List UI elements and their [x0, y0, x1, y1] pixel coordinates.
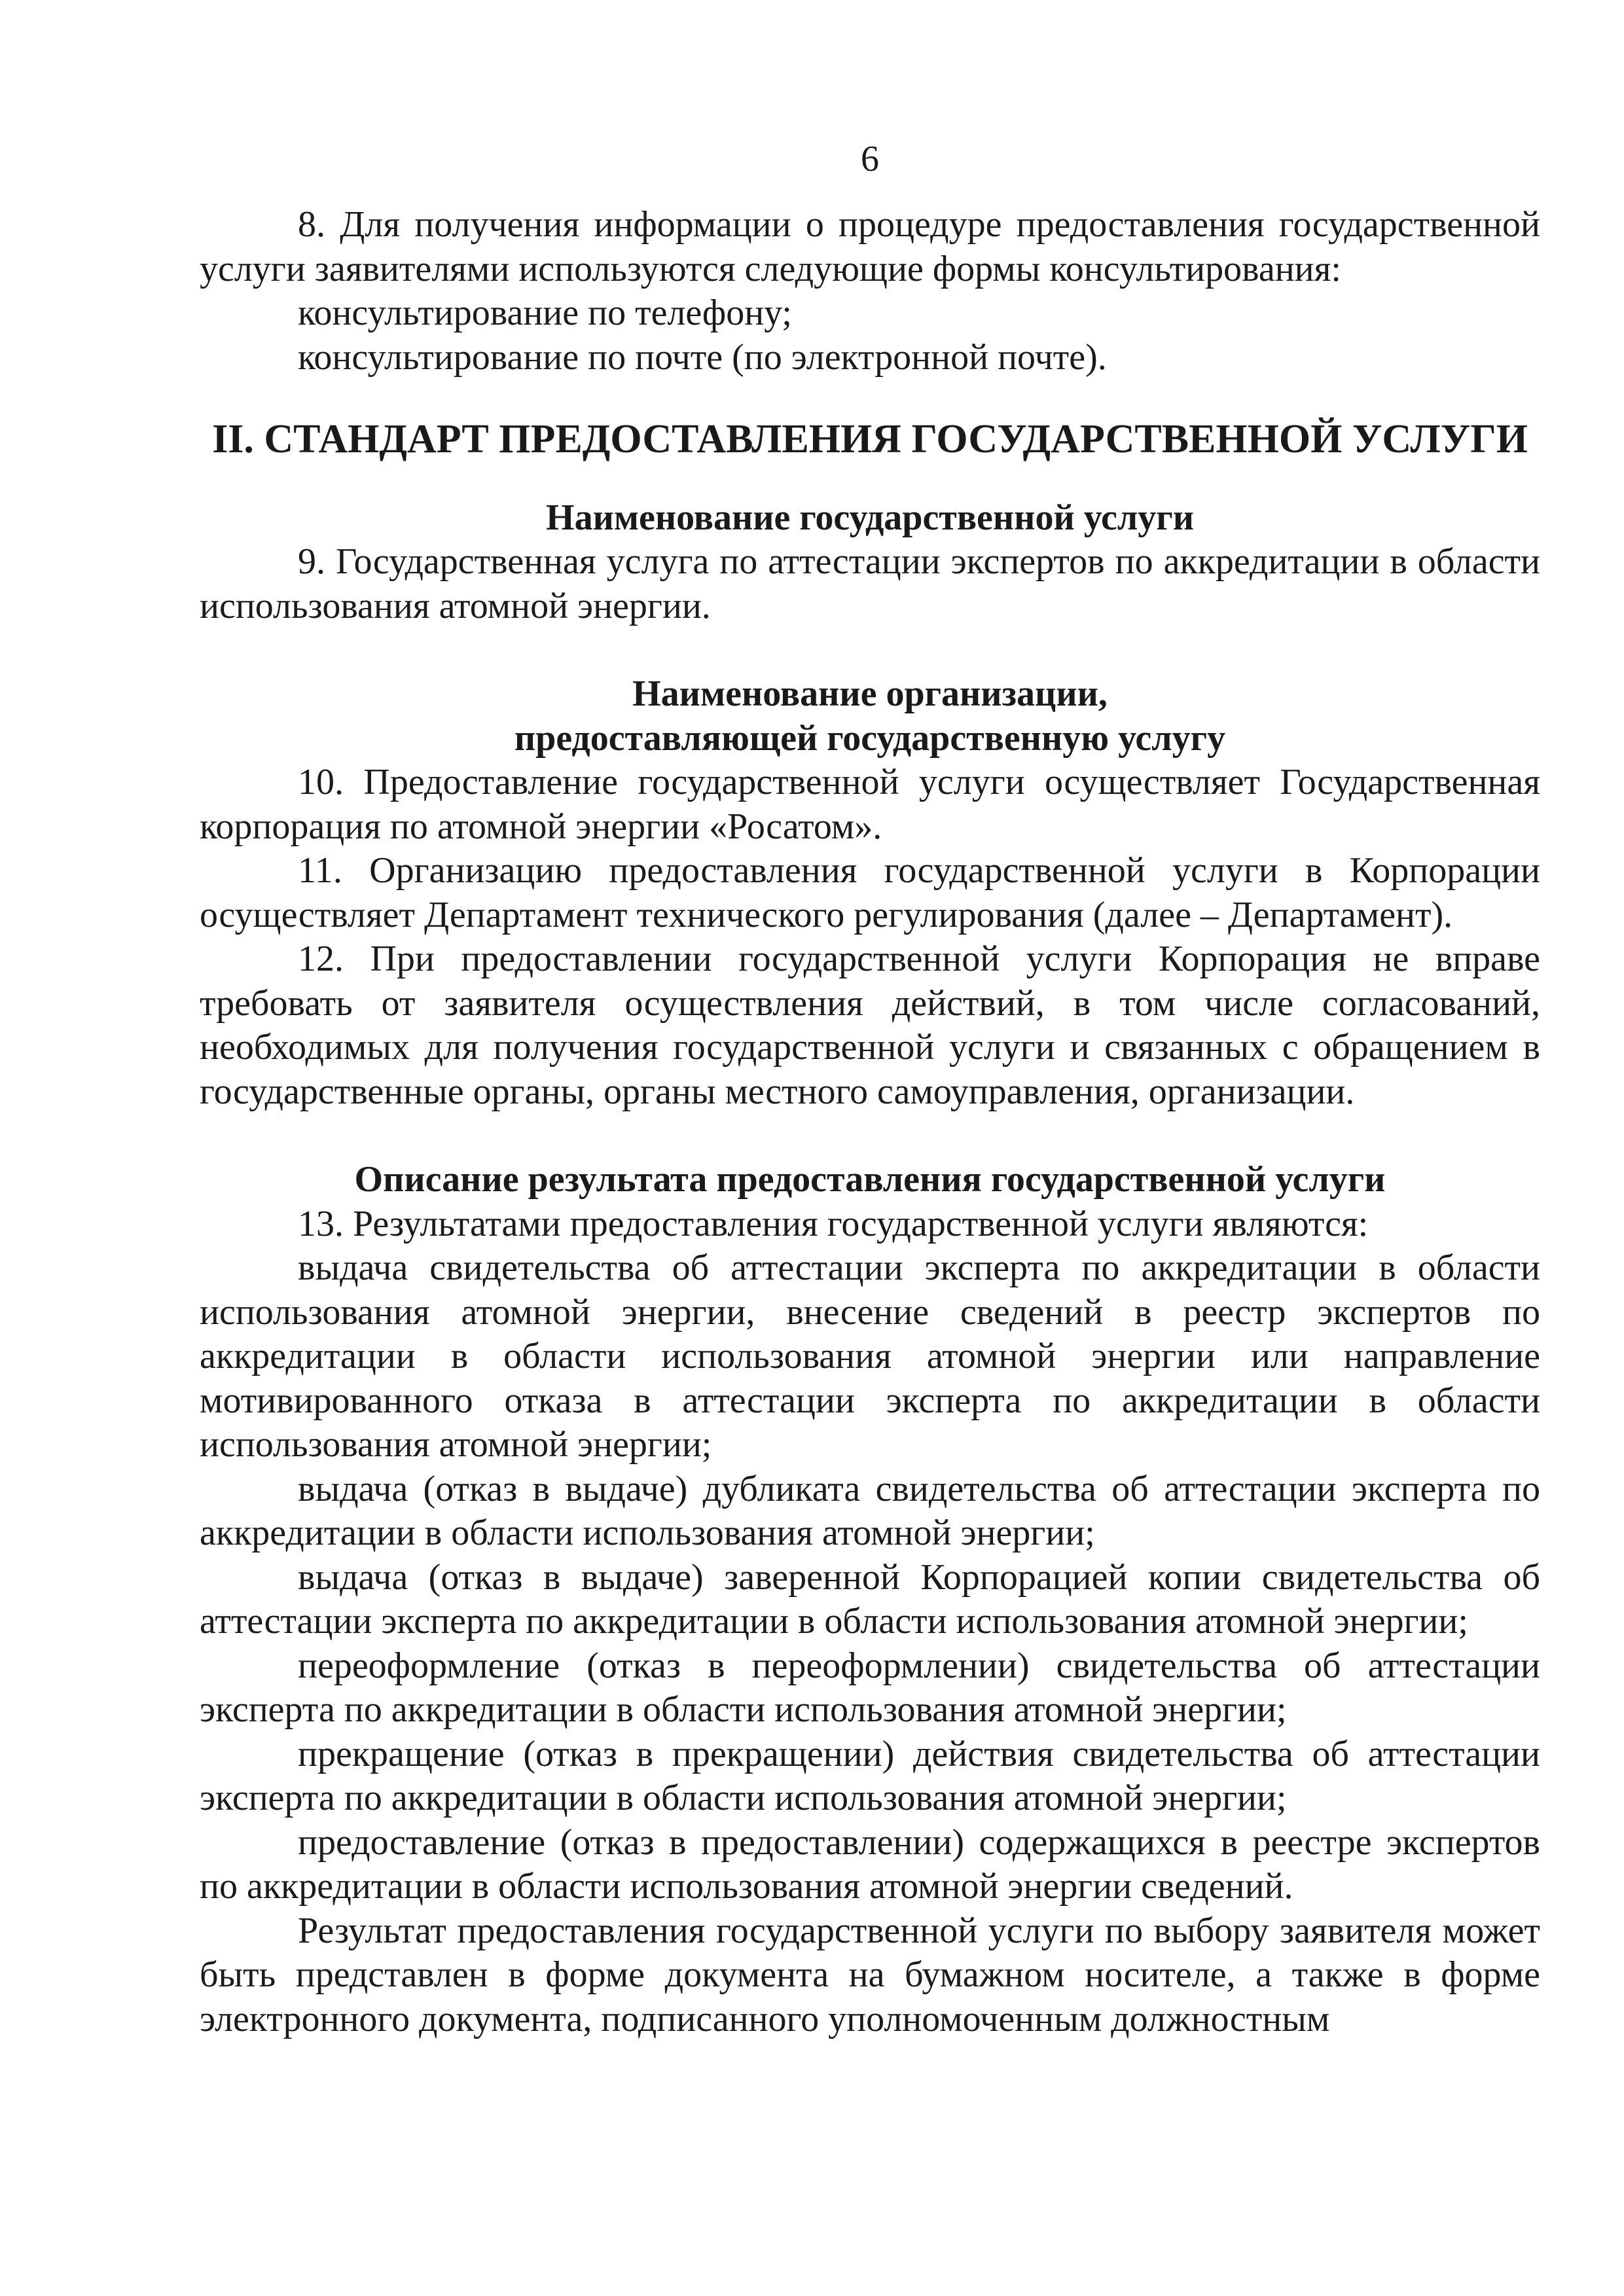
consultation-form-phone: консультирование по телефону; [298, 293, 792, 333]
spacer [200, 1114, 1540, 1158]
section-title: II. СТАНДАРТ ПРЕДОСТАВЛЕНИЯ ГОСУДАРСТВЕННОЙ УСЛУГИ [212, 417, 1528, 461]
paragraph-12: 12. При предоставлении государственной услуги Корпорация не вправе требовать от заявителя осуществления действий, в том числе согласований, необходимых для получения государственной услуги и связанных с обращением в государственные органы, органы местного самоуправления, организации. [200, 939, 1540, 1112]
heading-organization-line-2: предоставляющей государственную услугу [514, 717, 1226, 759]
result-item-reissue: переоформление (отказ в переоформлении) свидетельства об аттестации эксперта по аккредитации в области использования атомной энергии; [200, 1645, 1540, 1730]
paragraph-result-form: Результат предоставления государственной услуги по выбору заявителя может быть представлен в форме документа на бумажном носителе, а также в форме электронного документа, подписанного уполномоченным должностным [200, 1910, 1540, 2039]
spacer [200, 628, 1540, 672]
consultation-form-mail: консультирование по почте (по электронной почте). [298, 336, 1107, 378]
result-item-duplicate: выдача (отказ в выдаче) дубликата свидетельства об аттестации эксперта по аккредитации в области использования атомной энергии; [200, 1468, 1540, 1553]
paragraph-8: 8. Для получения информации о процедуре предоставления государственной услуги заявителями используются следующие формы консультирования: [200, 204, 1540, 289]
result-item-termination: прекращение (отказ в прекращении) действия свидетельства об аттестации эксперта по аккредитации в области использования атомной энергии; [200, 1733, 1540, 1818]
heading-service-name: Наименование государственной услуги [546, 497, 1194, 538]
paragraph-10: 10. Предоставление государственной услуги осуществляет Государственная корпорация по атомной энергии «Росатом». [200, 762, 1540, 847]
paragraph-11: 11. Организацию предоставления государственной услуги в Корпорации осуществляет Департамент технического регулирования (далее – Департамент). [200, 850, 1540, 935]
heading-result-description: Описание результата предоставления государственной услуги [354, 1159, 1386, 1200]
page-number: 6 [861, 139, 879, 179]
heading-organization-line-1: Наименование организации, [632, 673, 1108, 714]
result-item-certificate-issue: выдача свидетельства об аттестации эксперта по аккредитации в области использования атомной энергии, внесение сведений в реестр экспертов по аккредитации в области использования атомной энергии или направление мотивированного отказа в аттестации эксперта по аккредитации в области использования атомной энергии; [200, 1247, 1540, 1465]
page-content [200, 137, 1540, 2041]
paragraph-9: 9. Государственная услуга по аттестации экспертов по аккредитации в области использования атомной энергии. [200, 541, 1540, 626]
result-item-certified-copy: выдача (отказ в выдаче) заверенной Корпорацией копии свидетельства об аттестации эксперта по аккредитации в области использования атомной энергии; [200, 1556, 1540, 1641]
paragraph-13: 13. Результатами предоставления государственной услуги являются: [298, 1203, 1369, 1244]
result-item-registry-info: предоставление (отказ в предоставлении) содержащихся в реестре экспертов по аккредитации в области использования атомной энергии сведений. [200, 1821, 1540, 1907]
